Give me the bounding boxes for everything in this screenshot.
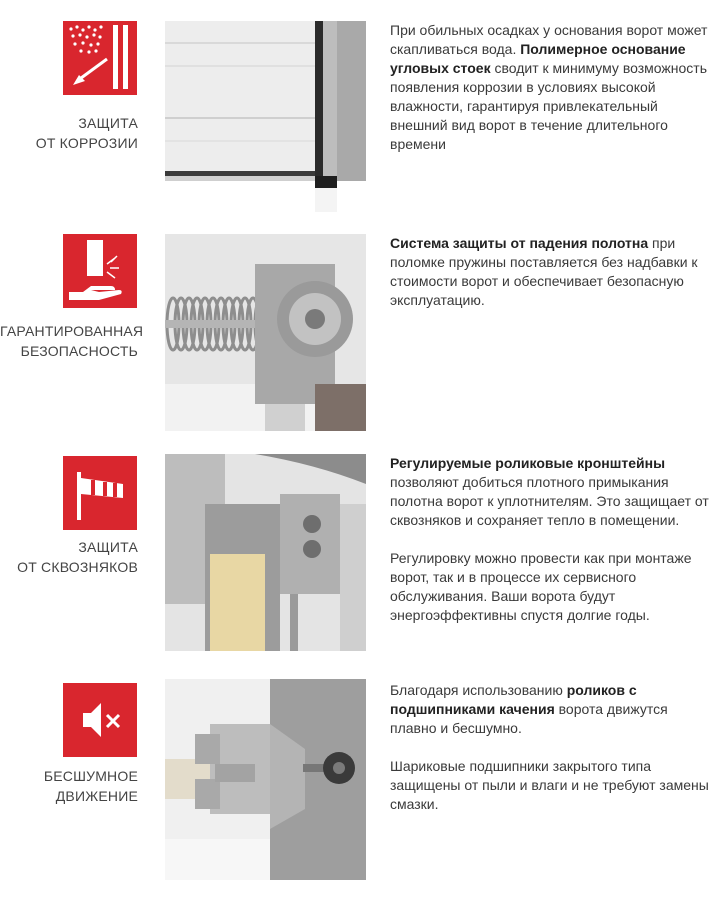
feature-paragraph — [390, 757, 718, 814]
feature-paragraph — [390, 234, 718, 310]
text-run-bold: Регулируемые роликовые кронштейны — [390, 455, 666, 471]
feature-paragraph — [390, 21, 718, 154]
caption-line: ДВИЖЕНИЕ — [55, 788, 138, 804]
photo-roller-bearing — [165, 679, 366, 880]
feature-caption — [0, 113, 138, 153]
caption-line: ОТ СКВОЗНЯКОВ — [17, 559, 138, 575]
photo-roller-bracket — [165, 454, 366, 651]
text-run: сводит к минимуму возможность появления коррозии в условиях высокой влажности, гарантируя привлекательный внешний вид ворот в течение длительного времени — [390, 60, 707, 152]
feature-safety — [0, 230, 722, 435]
caption-line: ГАРАНТИРОВАННАЯ — [0, 323, 144, 339]
text-run: позволяют добиться плотного примыкания полотна ворот к уплотнителям. Это защищает от сквозняков и сохраняет тепло в помещении. — [390, 474, 709, 528]
text-run-bold: Система защиты от падения полотна — [390, 235, 649, 251]
text-run-bold: Полимерное основание угловых стоек — [390, 41, 686, 76]
feature-paragraph — [390, 681, 718, 738]
photo-door-base — [165, 21, 366, 212]
feature-text — [390, 454, 718, 644]
feature-caption — [0, 537, 138, 577]
feature-paragraph — [390, 549, 718, 625]
caption-line: ЗАЩИТА — [78, 115, 138, 131]
feature-text — [390, 234, 718, 329]
text-run: Благодаря использованию — [390, 682, 567, 698]
photo-spring-mechanism — [165, 234, 366, 431]
corrosion-water-icon — [63, 21, 137, 95]
windsock-icon — [63, 456, 137, 530]
feature-draft — [0, 450, 722, 655]
caption-line: БЕСШУМНОЕ — [43, 768, 138, 784]
text-run: при поломке пружины поставляется без надбавки к стоимости ворот и обеспечивает безопасную эксплуатацию. — [390, 235, 698, 308]
feature-text — [390, 681, 718, 833]
text-run: Регулировку можно провести как при монтаже ворот, так и в процессе их сервисного обслуживания. Ваши ворота будут энергоэффективны спустя долгие годы. — [390, 550, 692, 623]
caption-line: ОТ КОРРОЗИИ — [35, 135, 138, 151]
speaker-mute-icon — [63, 683, 137, 757]
feature-caption — [0, 321, 144, 361]
feature-silent — [0, 675, 722, 895]
caption-line: ЗАЩИТА — [78, 539, 138, 555]
text-run: Шариковые подшипники закрытого типа защищены от пыли и влаги и не требуют замены смазки. — [390, 758, 709, 812]
safety-hand-icon — [63, 234, 137, 308]
text-run: При обильных осадках у основания ворот может скапливаться вода. — [390, 22, 708, 57]
feature-caption — [0, 766, 138, 806]
caption-line: БЕЗОПАСНОСТЬ — [20, 343, 138, 359]
feature-text — [390, 21, 718, 173]
feature-paragraph — [390, 454, 718, 530]
text-run: ворота движутся плавно и бесшумно. — [390, 701, 668, 736]
feature-corrosion — [0, 0, 722, 215]
text-run-bold: роликов с подшипниками качения — [390, 682, 637, 717]
